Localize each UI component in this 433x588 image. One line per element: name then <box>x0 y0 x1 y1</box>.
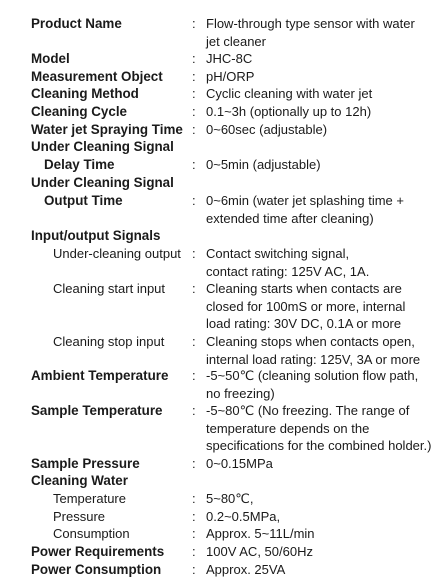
spec-value-line: 0~6min (water jet splashing time + <box>206 193 404 208</box>
spec-label: Cleaning stop input <box>53 334 165 349</box>
spec-label: Product Name <box>31 16 122 31</box>
spec-value-line: Contact switching signal, <box>206 246 350 261</box>
separator-colon: : <box>192 246 196 261</box>
spec-label: Temperature <box>53 491 126 506</box>
spec-value-line: extended time after cleaning) <box>206 210 374 226</box>
spec-value-line: JHC-8C <box>206 51 253 66</box>
spec-value-line: 0.2~0.5MPa, <box>206 509 281 524</box>
spec-label: Power Requirements <box>31 544 165 559</box>
spec-value-line: Cyclic cleaning with water jet <box>206 86 373 101</box>
spec-label: Under-cleaning output <box>53 246 181 261</box>
spec-value <box>206 490 426 508</box>
spec-value <box>206 333 426 368</box>
spec-value-line: Approx. 25VA <box>206 562 286 577</box>
separator-colon: : <box>192 122 196 137</box>
spec-value-line: load rating: 30V DC, 0.1A or more <box>206 316 402 332</box>
separator-colon: : <box>192 86 196 101</box>
spec-value-line: 0~0.15MPa <box>206 456 273 471</box>
spec-label: Delay Time <box>44 157 115 172</box>
spec-value-line: Flow-through type sensor with water <box>206 16 415 31</box>
spec-label: Under Cleaning Signal <box>31 139 174 154</box>
spec-value <box>206 561 426 579</box>
separator-colon: : <box>192 368 196 383</box>
separator-colon: : <box>192 509 196 524</box>
spec-value <box>206 68 426 86</box>
spec-value-line: temperature depends on the <box>206 420 370 436</box>
spec-value <box>206 156 426 174</box>
spec-value-line: 0.1~3h (optionally up to 12h) <box>206 104 372 119</box>
spec-value-line: 0~60sec (adjustable) <box>206 122 328 137</box>
spec-value <box>206 280 426 333</box>
spec-value <box>206 402 432 455</box>
spec-label: Cleaning Water <box>31 473 128 488</box>
spec-value <box>206 50 426 68</box>
separator-colon: : <box>192 562 196 577</box>
separator-colon: : <box>192 51 196 66</box>
spec-value-line: Cleaning starts when contacts are <box>206 281 402 296</box>
separator-colon: : <box>192 69 196 84</box>
spec-label: Consumption <box>53 526 130 541</box>
spec-value <box>206 525 426 543</box>
separator-colon: : <box>192 281 196 296</box>
spec-value <box>206 192 426 227</box>
spec-value-line: closed for 100mS or more, internal <box>206 298 406 314</box>
spec-value-line: specifications for the combined holder.) <box>206 438 432 454</box>
spec-label: Sample Pressure <box>31 456 140 471</box>
separator-colon: : <box>192 456 196 471</box>
spec-value-line: internal load rating: 125V, 3A or more <box>206 351 421 367</box>
spec-value-line: contact rating: 125V AC, 1A. <box>206 263 370 279</box>
spec-value-line: 0~5min (adjustable) <box>206 157 321 172</box>
spec-label: Output Time <box>44 193 123 208</box>
spec-label: Model <box>31 51 70 66</box>
spec-label: Cleaning Method <box>31 86 139 101</box>
spec-label: Sample Temperature <box>31 403 163 418</box>
separator-colon: : <box>192 491 196 506</box>
spec-value-line: -5~80℃ (No freezing. The range of <box>206 403 410 418</box>
spec-value <box>206 15 426 50</box>
separator-colon: : <box>192 403 196 418</box>
spec-value <box>206 367 426 402</box>
separator-colon: : <box>192 104 196 119</box>
spec-label: Power Consumption <box>31 562 162 577</box>
spec-value <box>206 103 426 121</box>
spec-value-line: -5~50℃ (cleaning solution flow path, <box>206 368 419 383</box>
spec-value-line: 100V AC, 50/60Hz <box>206 544 313 559</box>
separator-colon: : <box>192 16 196 31</box>
spec-value <box>206 543 426 561</box>
separator-colon: : <box>192 334 196 349</box>
separator-colon: : <box>192 526 196 541</box>
spec-label: Water jet Spraying Time <box>31 122 183 137</box>
spec-label: Cleaning start input <box>53 281 166 296</box>
spec-label: Ambient Temperature <box>31 368 169 383</box>
spec-value-line: no freezing) <box>206 385 275 401</box>
spec-value <box>206 85 426 103</box>
spec-label: Under Cleaning Signal <box>31 175 174 190</box>
spec-label: Input/output Signals <box>31 228 161 243</box>
spec-value <box>206 455 426 473</box>
spec-value-line: pH/ORP <box>206 69 255 84</box>
spec-value <box>206 508 426 526</box>
spec-value <box>206 121 426 139</box>
spec-value-line: 5~80℃, <box>206 491 254 506</box>
spec-value <box>206 245 426 280</box>
spec-value-line: Cleaning stops when contacts open, <box>206 334 415 349</box>
spec-value-line: Approx. 5~11L/min <box>206 526 315 541</box>
spec-label: Pressure <box>53 509 106 524</box>
spec-label: Measurement Object <box>31 69 163 84</box>
spec-label: Cleaning Cycle <box>31 104 127 119</box>
spec-value-line: jet cleaner <box>206 33 266 49</box>
separator-colon: : <box>192 157 196 172</box>
separator-colon: : <box>192 193 196 208</box>
separator-colon: : <box>192 544 196 559</box>
